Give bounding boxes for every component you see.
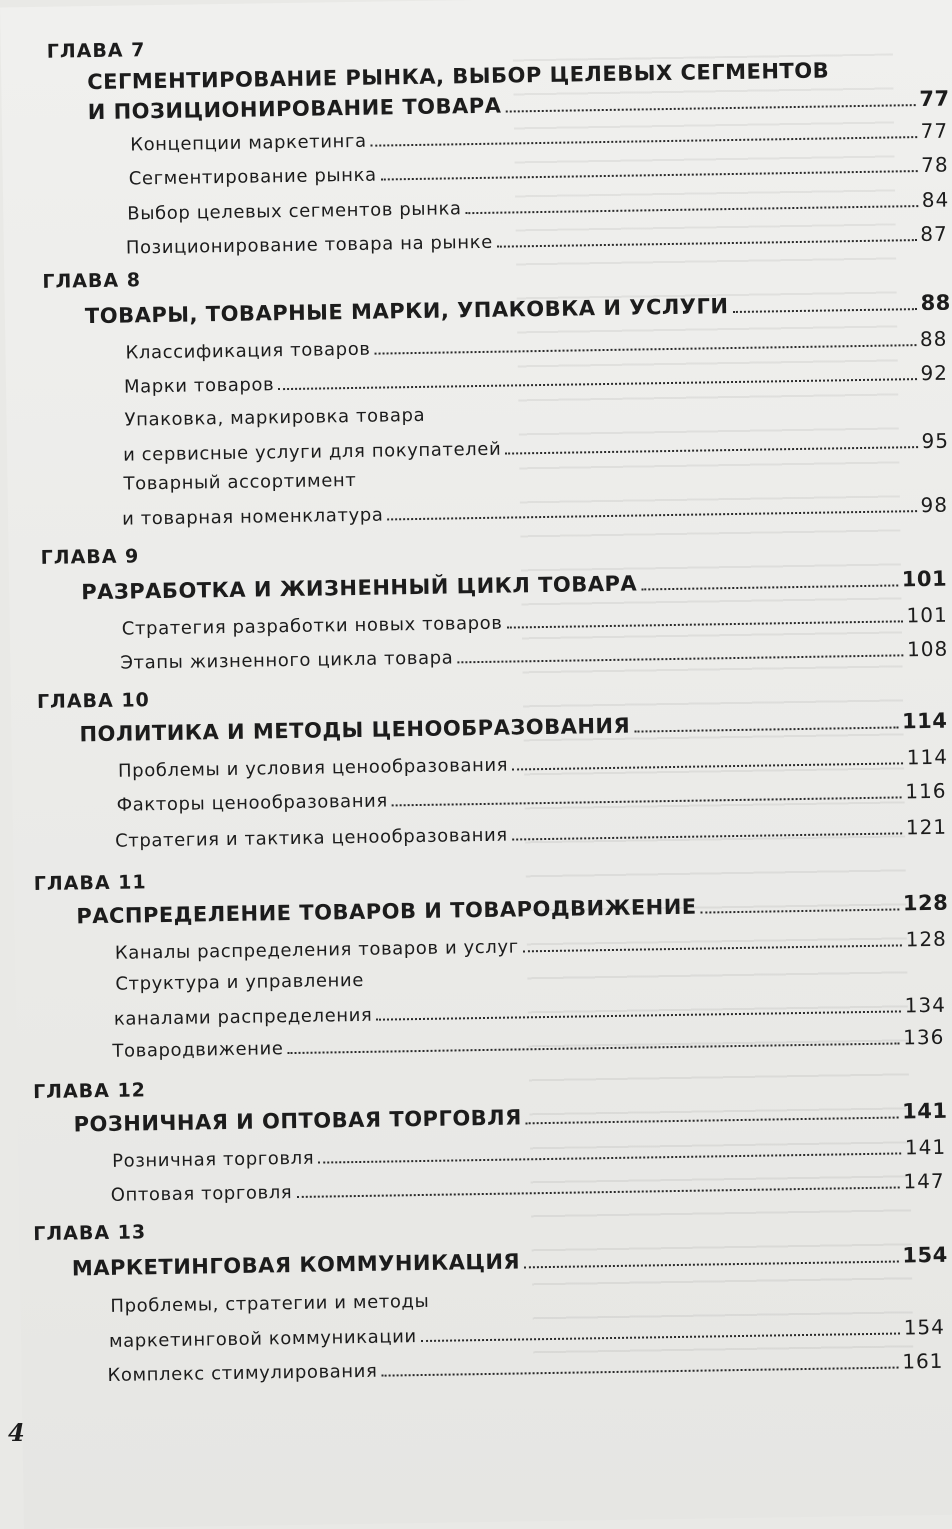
leader-dots [512,762,903,770]
entry-page: 154 [903,1314,946,1340]
entry-page: 116 [905,778,947,804]
chapter-7-title-line-1: СЕГМЕНТИРОВАНИЕ РЫНКА, ВЫБОР ЦЕЛЕВЫХ СЕГМЕНТОВ [87,58,830,95]
chapter-9-label: ГЛАВА 9 [40,545,140,569]
entry-page: 121 [905,814,948,840]
entry-title: Этапы жизненного цикла товара [120,647,454,674]
chapter-12-title: РОЗНИЧНАЯ И ОПТОВАЯ ТОРГОВЛЯ [73,1105,522,1137]
leader-dots [526,1117,898,1125]
entry-title: Оптовая торговля [110,1182,293,1206]
leader-dots [457,654,903,663]
leader-dots [641,584,898,590]
entry-page: 77 [920,118,949,144]
chapter-9-title: РАЗРАБОТКА И ЖИЗНЕННЫЙ ЦИКЛ ТОВАРА [81,571,638,605]
chapter-13-label: ГЛАВА 13 [33,1221,147,1246]
entry-title-line-1: Товарный ассортимент [123,469,357,495]
leader-dots [634,726,898,732]
leader-dots [701,908,899,913]
entry-page: 108 [906,636,949,662]
entry-page: 147 [903,1168,945,1194]
entry-page: 114 [906,744,949,770]
entry-page: 161 [902,1348,944,1374]
entry-title: Товародвижение [112,1038,284,1062]
chapter-12-page: 141 [901,1098,948,1124]
leader-dots [466,205,918,214]
leader-dots [523,944,902,952]
chapter-11-title: РАСПРЕДЕЛЕНИЕ ТОВАРОВ И ТОВАРОДВИЖЕНИЕ [76,894,697,929]
chapter-11-page: 128 [902,890,949,916]
entry-title: маркетинговой коммуникации [108,1326,417,1352]
chapter-9-page: 101 [901,566,948,592]
entry-page: 92 [920,360,949,386]
chapter-7-page: 77 [919,86,950,112]
entry-title: Классификация товаров [125,338,371,364]
entry-page: 128 [905,926,947,952]
entry-title-line-1: Структура и управление [115,969,365,995]
page-number: 4 [8,1418,25,1447]
chapter-13-title: МАРКЕТИНГОВАЯ КОММУНИКАЦИЯ [71,1249,521,1281]
entry-title: Марки товаров [123,374,275,398]
leader-dots [505,446,917,454]
leader-dots [381,1367,898,1377]
chapter-10-label: ГЛАВА 10 [36,689,150,713]
entry-title: Сегментирование рынка [128,164,377,190]
entry-page: 101 [906,602,948,628]
chapter-8-page: 88 [920,290,951,316]
leader-dots [506,104,916,112]
entry-title: Комплекс стимулирования [107,1360,378,1386]
chapter-7-title-line-2: И ПОЗИЦИОНИРОВАНИЕ ТОВАРА [87,93,502,125]
chapter-7-label: ГЛАВА 7 [46,39,146,63]
entry-page: 84 [921,187,950,213]
entry-page: 78 [921,152,949,178]
entry-title: Факторы ценообразования [116,790,388,816]
entry-page: 134 [904,992,947,1018]
entry-title: и товарная номенклатура [121,504,384,530]
entry-title-line-1: Упаковка, маркировка товара [124,404,426,431]
chapter-8-title: ТОВАРЫ, ТОВАРНЫЕ МАРКИ, УПАКОВКА И УСЛУГИ [84,294,729,329]
toc-entry[interactable] [107,1349,943,1386]
entry-title: Каналы распределения товаров и услуг [114,936,519,964]
chapter-12-label: ГЛАВА 12 [32,1079,147,1104]
leader-dots [421,1333,900,1343]
leader-dots [497,239,917,248]
leader-dots [507,620,903,628]
entry-title: Выбор целевых сегментов рынка [127,198,462,225]
chapter-10-title: ПОЛИТИКА И МЕТОДЫ ЦЕНООБРАЗОВАНИЯ [79,713,631,747]
entry-title: Стратегия разработки новых товаров [121,612,503,640]
leader-dots [512,832,902,840]
entry-title: Стратегия и тактика ценообразования [115,824,508,852]
entry-title-line-1: Проблемы, стратегии и методы [110,1290,430,1317]
entry-page: 141 [904,1134,947,1160]
entry-title: и сервисные услуги для покупателей [122,438,502,466]
entry-page: 87 [920,221,948,247]
chapter-10-page: 114 [901,708,948,734]
entry-title: Концепции маркетинга [130,130,367,156]
entry-title: Позиционирование товара на рынке [125,231,493,259]
leader-dots [524,1261,898,1269]
entry-page: 136 [902,1024,945,1050]
entry-title: Розничная торговля [112,1147,315,1172]
chapter-13-page: 154 [902,1242,948,1268]
leader-dots [733,308,917,313]
chapter-11-label: ГЛАВА 11 [33,871,147,896]
entry-page: 88 [919,326,948,352]
entry-page: 98 [920,492,949,518]
entry-page: 95 [921,428,950,454]
entry-title: Проблемы и условия ценообразования [117,754,509,782]
chapter-8-label: ГЛАВА 8 [42,269,142,293]
entry-title: каналами распределения [113,1004,373,1030]
